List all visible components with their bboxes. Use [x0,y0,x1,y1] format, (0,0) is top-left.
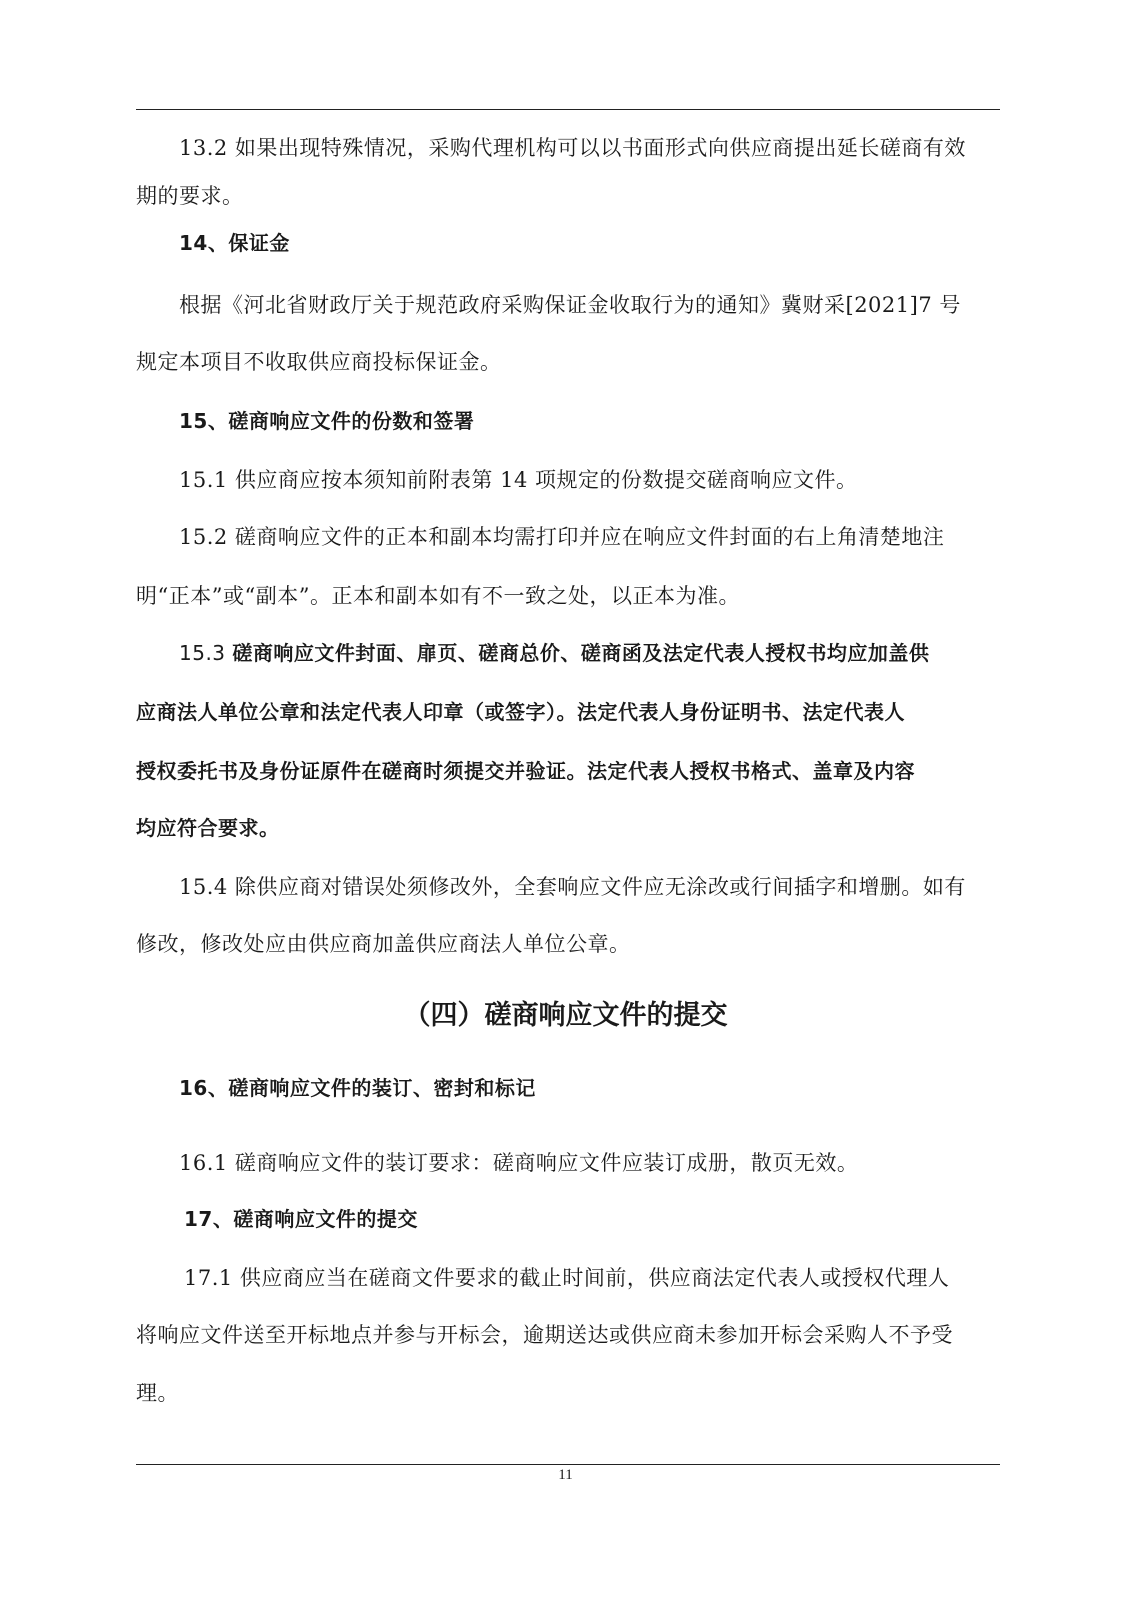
section-title-4: （四）磋商响应文件的提交 [403,1000,728,1031]
para-14-line2: 规定本项目不收取供应商投标保证金。 [136,350,502,374]
para-17-1-line2: 将响应文件送至开标地点并参与开标会，逾期送达或供应商未参加开标会采购人不予受 [136,1323,953,1347]
para-15-3-line1 [179,638,929,668]
footer-rule [136,1464,1000,1465]
para-17-1-line1: 17.1 供应商应当在磋商文件要求的截止时间前，供应商法定代表人或授权代理人 [184,1266,950,1290]
para-15-3-text: 磋商响应文件封面、扉页、磋商总价、磋商函及法定代表人授权书均应加盖供 [232,641,930,665]
para-15-3-line4: 均应符合要求。 [136,816,280,840]
para-15-1: 15.1 供应商应按本须知前附表第 14 项规定的份数提交磋商响应文件。 [179,468,858,492]
para-14-line1: 根据《河北省财政厅关于规范政府采购保证金收取行为的通知》冀财采[2021]7 号 [179,293,961,317]
header-rule [136,109,1000,110]
para-15-3-line2: 应商法人单位公章和法定代表人印章（或签字）。法定代表人身份证明书、法定代表人 [136,700,905,724]
para-13-2-line2: 期的要求。 [136,184,244,208]
para-17-1-line3: 理。 [136,1381,179,1405]
para-15-2-line2: 明“正本”或“副本”。正本和副本如有不一致之处，以正本为准。 [136,584,740,608]
para-15-4-line2: 修改，修改处应由供应商加盖供应商法人单位公章。 [136,932,631,956]
para-16-1: 16.1 磋商响应文件的装订要求：磋商响应文件应装订成册，散页无效。 [179,1151,859,1175]
heading-17: 17、磋商响应文件的提交 [184,1207,418,1231]
heading-14: 14、保证金 [179,231,290,255]
page-number: 11 [558,1467,573,1483]
heading-15: 15、磋商响应文件的份数和签署 [179,409,475,433]
para-15-2-line1: 15.2 磋商响应文件的正本和副本均需打印并应在响应文件封面的右上角清楚地注 [179,525,945,549]
para-15-3-line3: 授权委托书及身份证原件在磋商时须提交并验证。法定代表人授权书格式、盖章及内容 [136,759,915,783]
para-15-4-line1: 15.4 除供应商对错误处须修改外，全套响应文件应无涂改或行间插字和增删。如有 [179,875,966,899]
para-15-3-number: 15.3 [179,641,233,665]
heading-16: 16、磋商响应文件的装订、密封和标记 [179,1076,536,1100]
para-13-2-line1: 13.2 如果出现特殊情况，采购代理机构可以以书面形式向供应商提出延长磋商有效 [179,136,966,160]
